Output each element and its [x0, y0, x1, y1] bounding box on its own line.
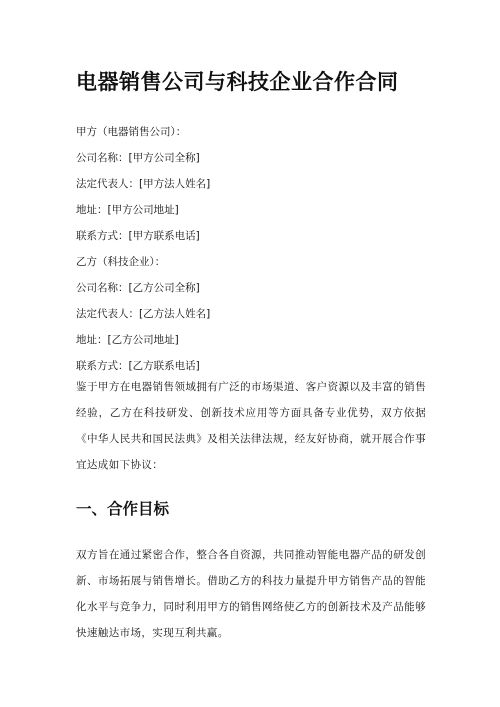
party-b-address: 地址：[乙方公司地址]: [76, 334, 179, 346]
parties-info: [76, 119, 210, 379]
party-b-company-name: 公司名称：[乙方公司全称]: [76, 282, 200, 294]
section-heading-cooperation-goal: 一、合作目标: [76, 500, 170, 518]
party-b-contact: 联系方式：[乙方联系电话]: [76, 360, 200, 372]
section-body-cooperation-goal: 双方旨在通过紧密合作，整合各自资源，共同推动智能电器产品的研发创新、市场拓展与销售增长。借助乙方的科技力量提升甲方销售产品的智能化水平与竞争力，同时利用甲方的销售网络使乙方的创新技术及产品能够快速触达市场，实现互利共赢。: [76, 549, 426, 639]
party-a-company-name: 公司名称：[甲方公司全称]: [76, 152, 200, 164]
party-a-contact: 联系方式：[甲方联系电话]: [76, 230, 200, 242]
party-b-heading: 乙方（科技企业）：: [76, 256, 166, 268]
party-b-legal-rep: 法定代表人：[乙方法人姓名]: [76, 308, 211, 320]
document-title: 电器销售公司与科技企业合作合同: [76, 70, 399, 94]
party-a-heading: 甲方（电器销售公司）：: [76, 126, 187, 138]
preamble-paragraph: 鉴于甲方在电器销售领域拥有广泛的市场渠道、客户资源以及丰富的销售经验，乙方在科技研发、创新技术应用等方面具备专业优势，双方依据《中华人民共和国民法典》及相关法律法规，经友好协商，就开展合作事宜达成如下协议：: [76, 381, 426, 471]
party-a-address: 地址：[甲方公司地址]: [76, 204, 179, 216]
party-a-legal-rep: 法定代表人：[甲方法人姓名]: [76, 178, 211, 190]
